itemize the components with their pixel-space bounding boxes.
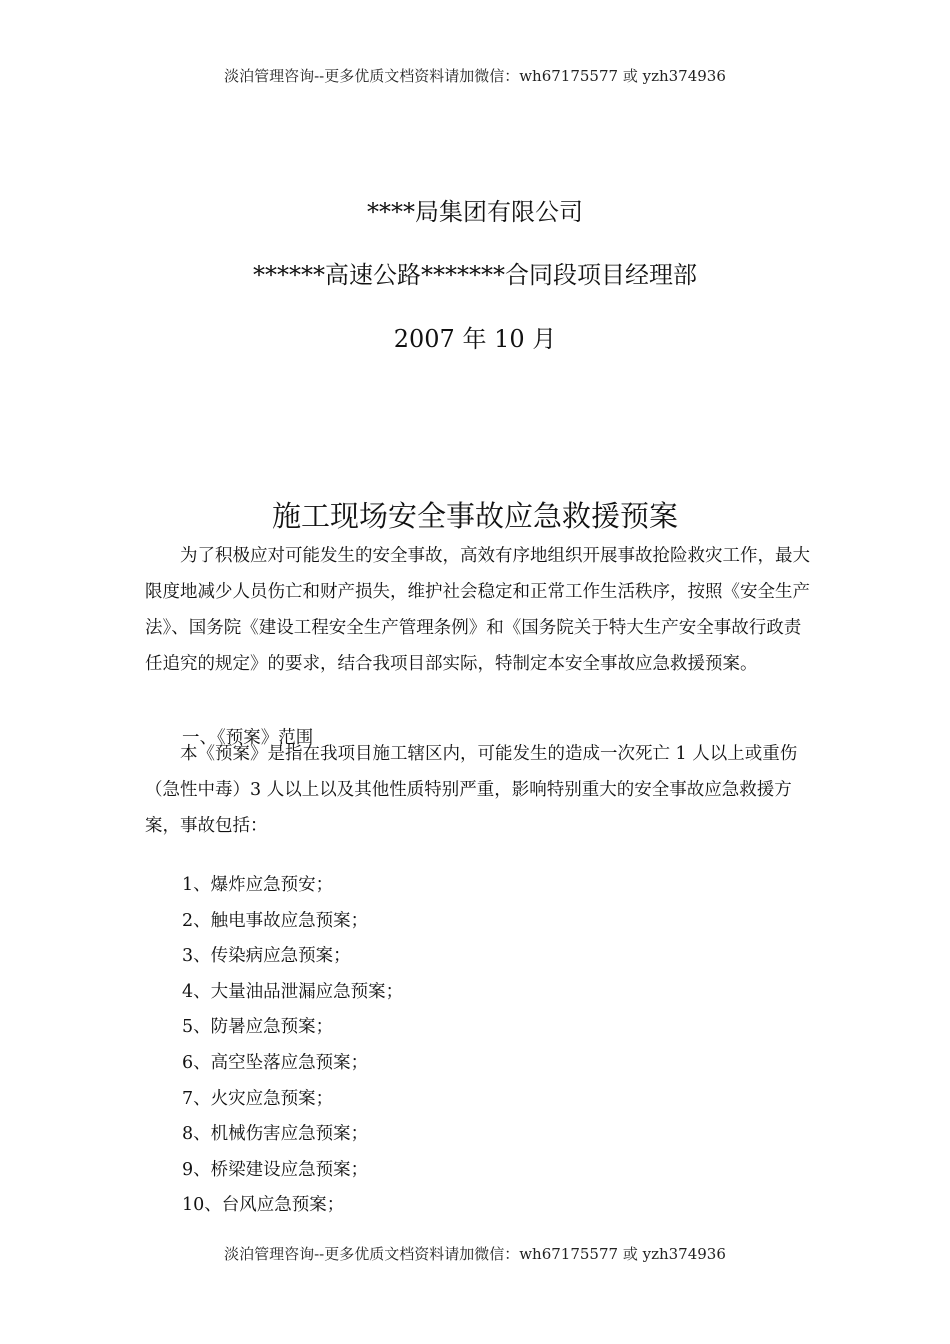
- page-footer-note: 淡泊管理咨询--更多优质文档资料请加微信：wh67175577 或 yzh374936: [224, 1245, 726, 1263]
- list-item: 3、传染病应急预案；: [182, 946, 351, 967]
- document-title: 施工现场安全事故应急救援预案: [271, 499, 678, 533]
- list-item: 2、触电事故应急预案；: [182, 910, 369, 931]
- list-item: 6、高空坠落应急预案；: [182, 1052, 369, 1073]
- list-item: 8、机械伤害应急预案；: [182, 1124, 369, 1145]
- page-header-note: 淡泊管理咨询--更多优质文档资料请加微信：wh67175577 或 yzh374936: [224, 67, 726, 85]
- section-heading-scope: 一、《预案》范围: [182, 728, 314, 748]
- scope-paragraph: 本《预案》是指在我项目施工辖区内，可能发生的造成一次死亡 1 人以上或重伤（急性中毒）3 人以上以及其他性质特别严重，影响特别重大的安全事故应急救援方案，事故包括：: [145, 744, 798, 836]
- list-item: 1、爆炸应急预安；: [182, 875, 334, 895]
- list-item: 10、台风应急预案；: [182, 1195, 345, 1216]
- accident-type-list: [182, 868, 403, 1224]
- list-item: 7、火灾应急预案；: [182, 1088, 334, 1109]
- cover-date: 2007 年 10 月: [393, 325, 557, 353]
- list-item: 4、大量油品泄漏应急预案；: [182, 981, 404, 1002]
- list-item: 5、防暑应急预案；: [182, 1017, 334, 1038]
- cover-company-name: ****局集团有限公司: [367, 198, 583, 226]
- cover-project-department: ******高速公路*******合同段项目经理部: [253, 261, 697, 289]
- list-item: 9、桥梁建设应急预案；: [182, 1159, 369, 1180]
- intro-paragraph: 为了积极应对可能发生的安全事故，高效有序地组织开展事故抢险救灾工作，最大限度地减少人员伤亡和财产损失，维护社会稳定和正常工作生活秩序，按照《安全生产法》、国务院《建设工程安全生产管理条例》和《国务院关于特大生产安全事故行政责任追究的规定》的要求，结合我项目部实际，特制定本安全事故应急救援预案。: [145, 546, 810, 674]
